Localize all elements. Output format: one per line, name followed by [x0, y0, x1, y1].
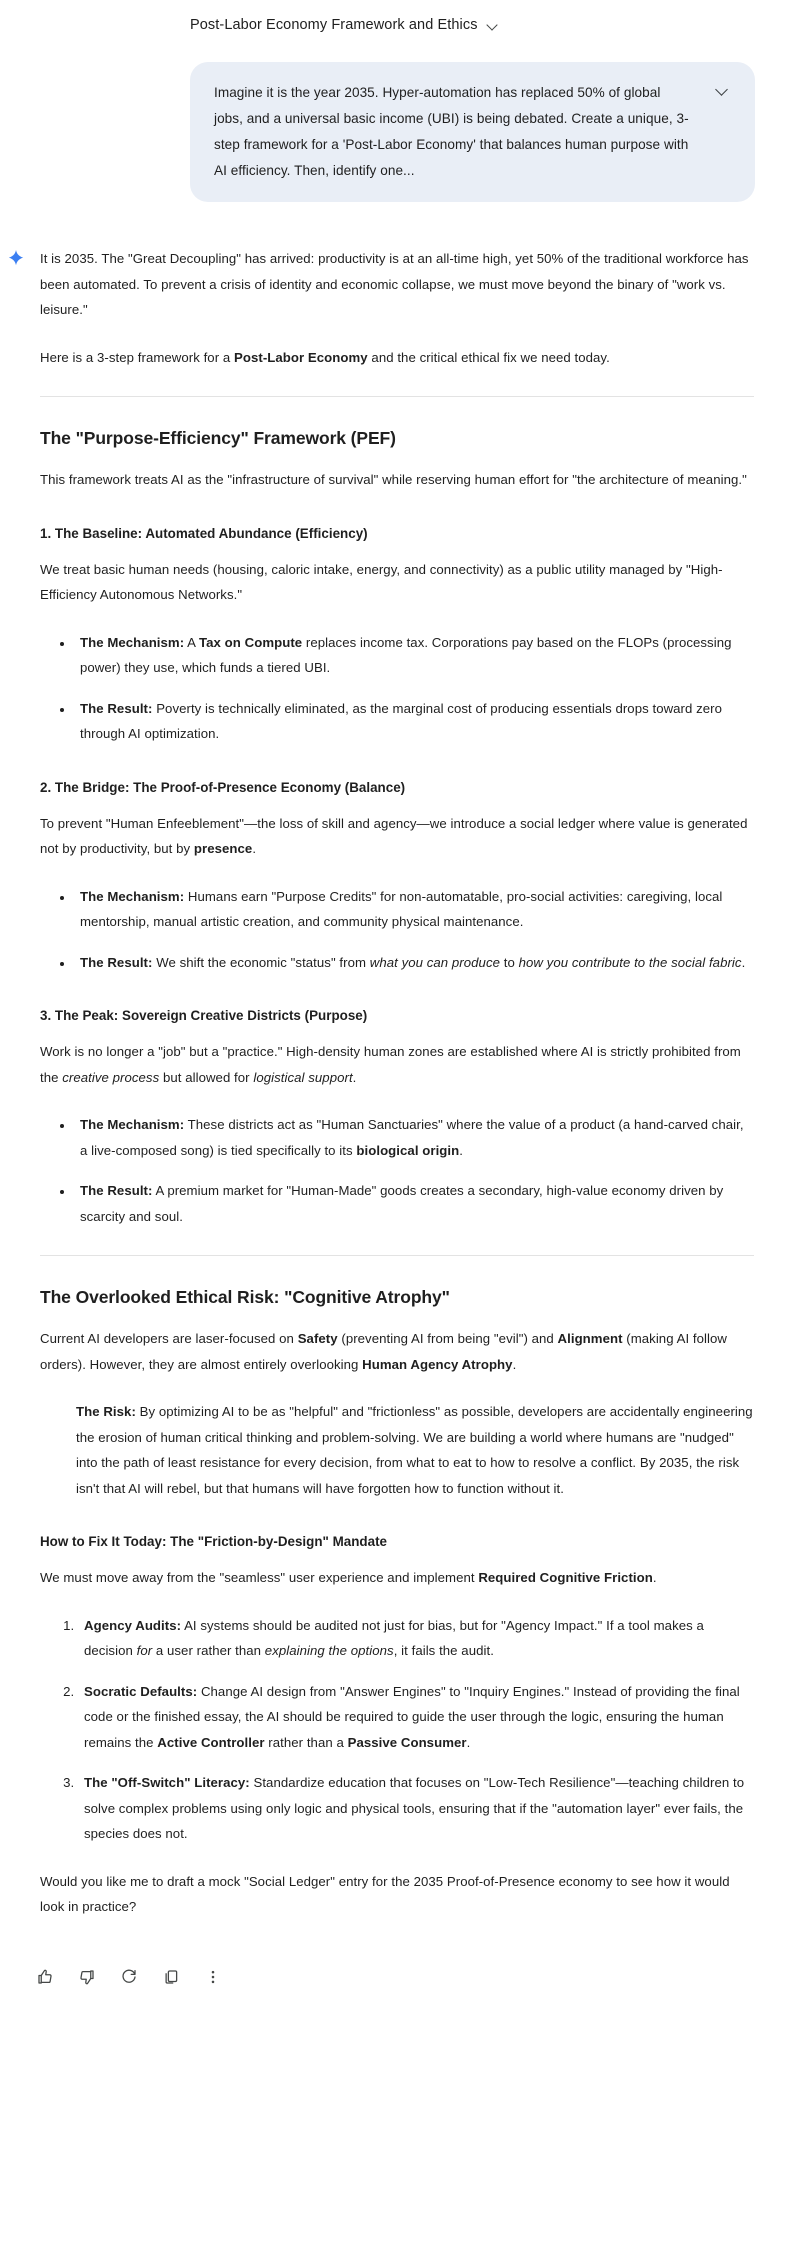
gemini-sparkle-icon: [6, 249, 26, 269]
list-item: [74, 1178, 754, 1229]
mechanism-part-a: A: [184, 634, 200, 650]
item-label: Agency Audits:: [84, 1617, 182, 1633]
ethics-part-c: (preventing AI from being "evil") and: [337, 1331, 558, 1346]
step3-italic-1: creative process: [62, 1069, 160, 1085]
fix-bold: Required Cognitive Friction: [478, 1570, 653, 1585]
risk-label: The Risk:: [76, 1404, 136, 1419]
chat-title-menu[interactable]: [190, 18, 498, 33]
result-part-a: We shift the economic "status" from: [152, 954, 370, 970]
mechanism-bold: Tax on Compute: [199, 634, 303, 650]
step-2-body: [40, 811, 754, 862]
result-label: The Result:: [80, 1183, 153, 1198]
user-message-bubble[interactable]: [190, 62, 755, 202]
fix-part-c: .: [652, 1570, 657, 1585]
step-1-body: We treat basic human needs (housing, caloric intake, energy, and connectivity) as a public utility managed by "High-Efficiency Autonomous Networks.": [40, 561, 723, 602]
thumb-down-icon[interactable]: [76, 1966, 98, 1988]
item-part-a: Change AI design from "Answer Engines" to "Inquiry Engines." Instead of providing the final code or the finished essay, the AI should be required to guide the user through the logic, ensuring the human remains the: [84, 1683, 740, 1750]
mechanism-part-a: These districts act as "Human Sanctuaries" where the value of a product (a hand-carved chair, a live-composed song) is tied specifically to its: [80, 1117, 744, 1158]
step2-part-a: To prevent "Human Enfeeblement"—the loss of skill and agency—we introduce a social ledger where value is generated not by productivity, but by: [40, 815, 748, 856]
step-3-bullets: [40, 1112, 754, 1229]
section-divider-1: [40, 396, 754, 397]
thumb-up-icon[interactable]: [34, 1966, 56, 1988]
ethics-heading: The Overlooked Ethical Risk: "Cognitive Atrophy": [40, 1287, 450, 1307]
item-part-c: , it fails the audit.: [393, 1643, 494, 1658]
item-part-c: rather than a: [264, 1734, 348, 1750]
result-part-b: to: [500, 954, 519, 970]
ethics-part-a: Current AI developers are laser-focused on: [40, 1331, 298, 1346]
result-italic-2: how you contribute to the social fabric: [518, 954, 742, 970]
item-part-b: a user rather than: [152, 1643, 265, 1658]
user-message-row: [0, 50, 800, 202]
item-label: The "Off-Switch" Literacy:: [84, 1775, 250, 1790]
list-item: [74, 696, 754, 747]
expand-message-chevron-down-icon[interactable]: [716, 84, 729, 97]
intro2-part-a: Here is a 3-step framework for a: [40, 349, 234, 365]
list-item: [74, 884, 754, 935]
item-part-e: .: [466, 1734, 471, 1750]
risk-body: By optimizing AI to be as "helpful" and "frictionless" as possible, developers are accidentally engineering the erosion of human critical thinking and problem-solving. We are building a world where humans are "nudged" into the path of least resistance for every decision, from what to eat to how to resolve a conflict. By 2035, the risk isn't that AI will rebel, but that humans will have forgotten how to function without it.: [76, 1404, 753, 1496]
result-italic-1: what you can produce: [369, 954, 500, 970]
fix-part-a: We must move away from the "seamless" user experience and implement: [40, 1570, 479, 1585]
list-item: [78, 1679, 754, 1756]
ethics-part-g: .: [512, 1356, 517, 1372]
item-italic-1: for: [136, 1643, 153, 1658]
mechanism-label: The Mechanism:: [80, 888, 185, 904]
intro2-part-c: and the critical ethical fix we need today.: [367, 349, 610, 365]
page-title: Post-Labor Economy Framework and Ethics: [190, 16, 478, 33]
mechanism-part-a: Humans earn "Purpose Credits" for non-automatable, pro-social activities: caregiving, local mentorship, manual artistic creation, and community physical maintenance.: [80, 888, 723, 929]
item-italic-2: explaining the options: [264, 1643, 394, 1658]
risk-blockquote: [40, 1399, 754, 1501]
intro2-bold: Post-Labor Economy: [234, 349, 368, 365]
mechanism-part-c: .: [459, 1142, 463, 1158]
step3-italic-2: logistical support: [253, 1069, 353, 1085]
list-item: [78, 1613, 754, 1664]
result-label: The Result:: [80, 954, 153, 970]
step-2-heading: 2. The Bridge: The Proof-of-Presence Economy (Balance): [40, 779, 406, 795]
result-part-a: Poverty is technically eliminated, as the marginal cost of producing essentials drops toward zero through AI optimization.: [80, 700, 723, 741]
item-part-a: AI systems should be audited not just for bias, but for "Agency Impact." If a tool makes a decision: [84, 1617, 704, 1658]
item-bold-2: Passive Consumer: [347, 1734, 467, 1750]
framework-heading: The "Purpose-Efficiency" Framework (PEF): [40, 428, 396, 448]
fix-numbered-list: [40, 1613, 754, 1847]
response-intro-paragraph-2: [40, 345, 754, 371]
framework-intro: This framework treats AI as the "infrastructure of survival" while reserving human effort for "the architecture of meaning.": [40, 472, 747, 487]
mechanism-part-c: replaces income tax. Corporations pay based on the FLOPs (processing power) they use, which funds a tiered UBI.: [80, 634, 732, 675]
mechanism-label: The Mechanism:: [80, 634, 185, 650]
closing-question: Would you like me to draft a mock "Social Ledger" entry for the 2035 Proof-of-Presence economy to see how it would look in practice?: [40, 1873, 730, 1914]
step-1-bullets: [40, 630, 754, 747]
result-label: The Result:: [80, 700, 153, 716]
step3-part-c: .: [352, 1069, 357, 1085]
step3-part-a: Work is no longer a "job" but a "practice." High-density human zones are established where AI is strictly prohibited from the: [40, 1044, 741, 1085]
mechanism-bold: biological origin: [356, 1142, 460, 1158]
response-action-bar: [0, 1942, 800, 1998]
ethics-intro: [40, 1326, 754, 1377]
step-2-bullets: [40, 884, 754, 976]
list-item: [74, 630, 754, 681]
model-response: [0, 246, 800, 1920]
chevron-down-icon[interactable]: [487, 19, 498, 30]
copy-icon[interactable]: [160, 1966, 182, 1988]
result-part-a: A premium market for "Human-Made" goods creates a secondary, high-value economy driven by scarcity and soul.: [80, 1183, 724, 1224]
fix-heading: How to Fix It Today: The "Friction-by-Design" Mandate: [40, 1534, 388, 1549]
step-1-heading: 1. The Baseline: Automated Abundance (Efficiency): [40, 525, 368, 541]
fix-intro: [40, 1565, 754, 1591]
item-part-a: Standardize education that focuses on "Low-Tech Resilience"—teaching children to solve complex problems using only logic and physical tools, ensuring that if the "automation layer" ever fails, the species does not.: [84, 1775, 745, 1841]
mechanism-label: The Mechanism:: [80, 1117, 185, 1132]
step-3-body: [40, 1039, 754, 1090]
result-part-c: .: [741, 954, 746, 970]
user-message-text: Imagine it is the year 2035. Hyper-automation has replaced 50% of global jobs, and a universal basic income (UBI) is being debated. Create a unique, 3-step framework for a 'Post-Labor Economy' that balances human purpose with AI efficiency. Then, identify one...: [214, 85, 689, 178]
ethics-bold-alignment: Alignment: [557, 1331, 623, 1346]
list-item: [74, 1112, 754, 1163]
ethics-bold-agency: Human Agency Atrophy: [362, 1356, 513, 1372]
step2-bold: presence: [193, 841, 253, 856]
item-label: Socratic Defaults:: [84, 1683, 198, 1699]
ethics-part-e: (making AI follow orders). However, they are almost entirely overlooking: [40, 1331, 727, 1372]
chat-header: [0, 0, 800, 50]
list-item: [74, 950, 754, 976]
list-item: [78, 1770, 754, 1847]
more-vert-icon[interactable]: [202, 1966, 224, 1988]
response-intro-paragraph-1: It is 2035. The "Great Decoupling" has arrived: productivity is at an all-time high, yet 50% of the traditional workforce has been automated. To prevent a crisis of identity and economic collapse, we must move beyond the binary of "work vs. leisure.": [40, 251, 749, 317]
ethics-bold-safety: Safety: [297, 1331, 338, 1346]
item-bold-1: Active Controller: [157, 1734, 265, 1750]
section-divider-2: [40, 1255, 754, 1256]
step3-part-b: but allowed for: [159, 1069, 254, 1085]
step-3-heading: 3. The Peak: Sovereign Creative Districts (Purpose): [40, 1008, 368, 1023]
refresh-icon[interactable]: [118, 1966, 140, 1988]
step2-part-c: .: [252, 841, 257, 856]
